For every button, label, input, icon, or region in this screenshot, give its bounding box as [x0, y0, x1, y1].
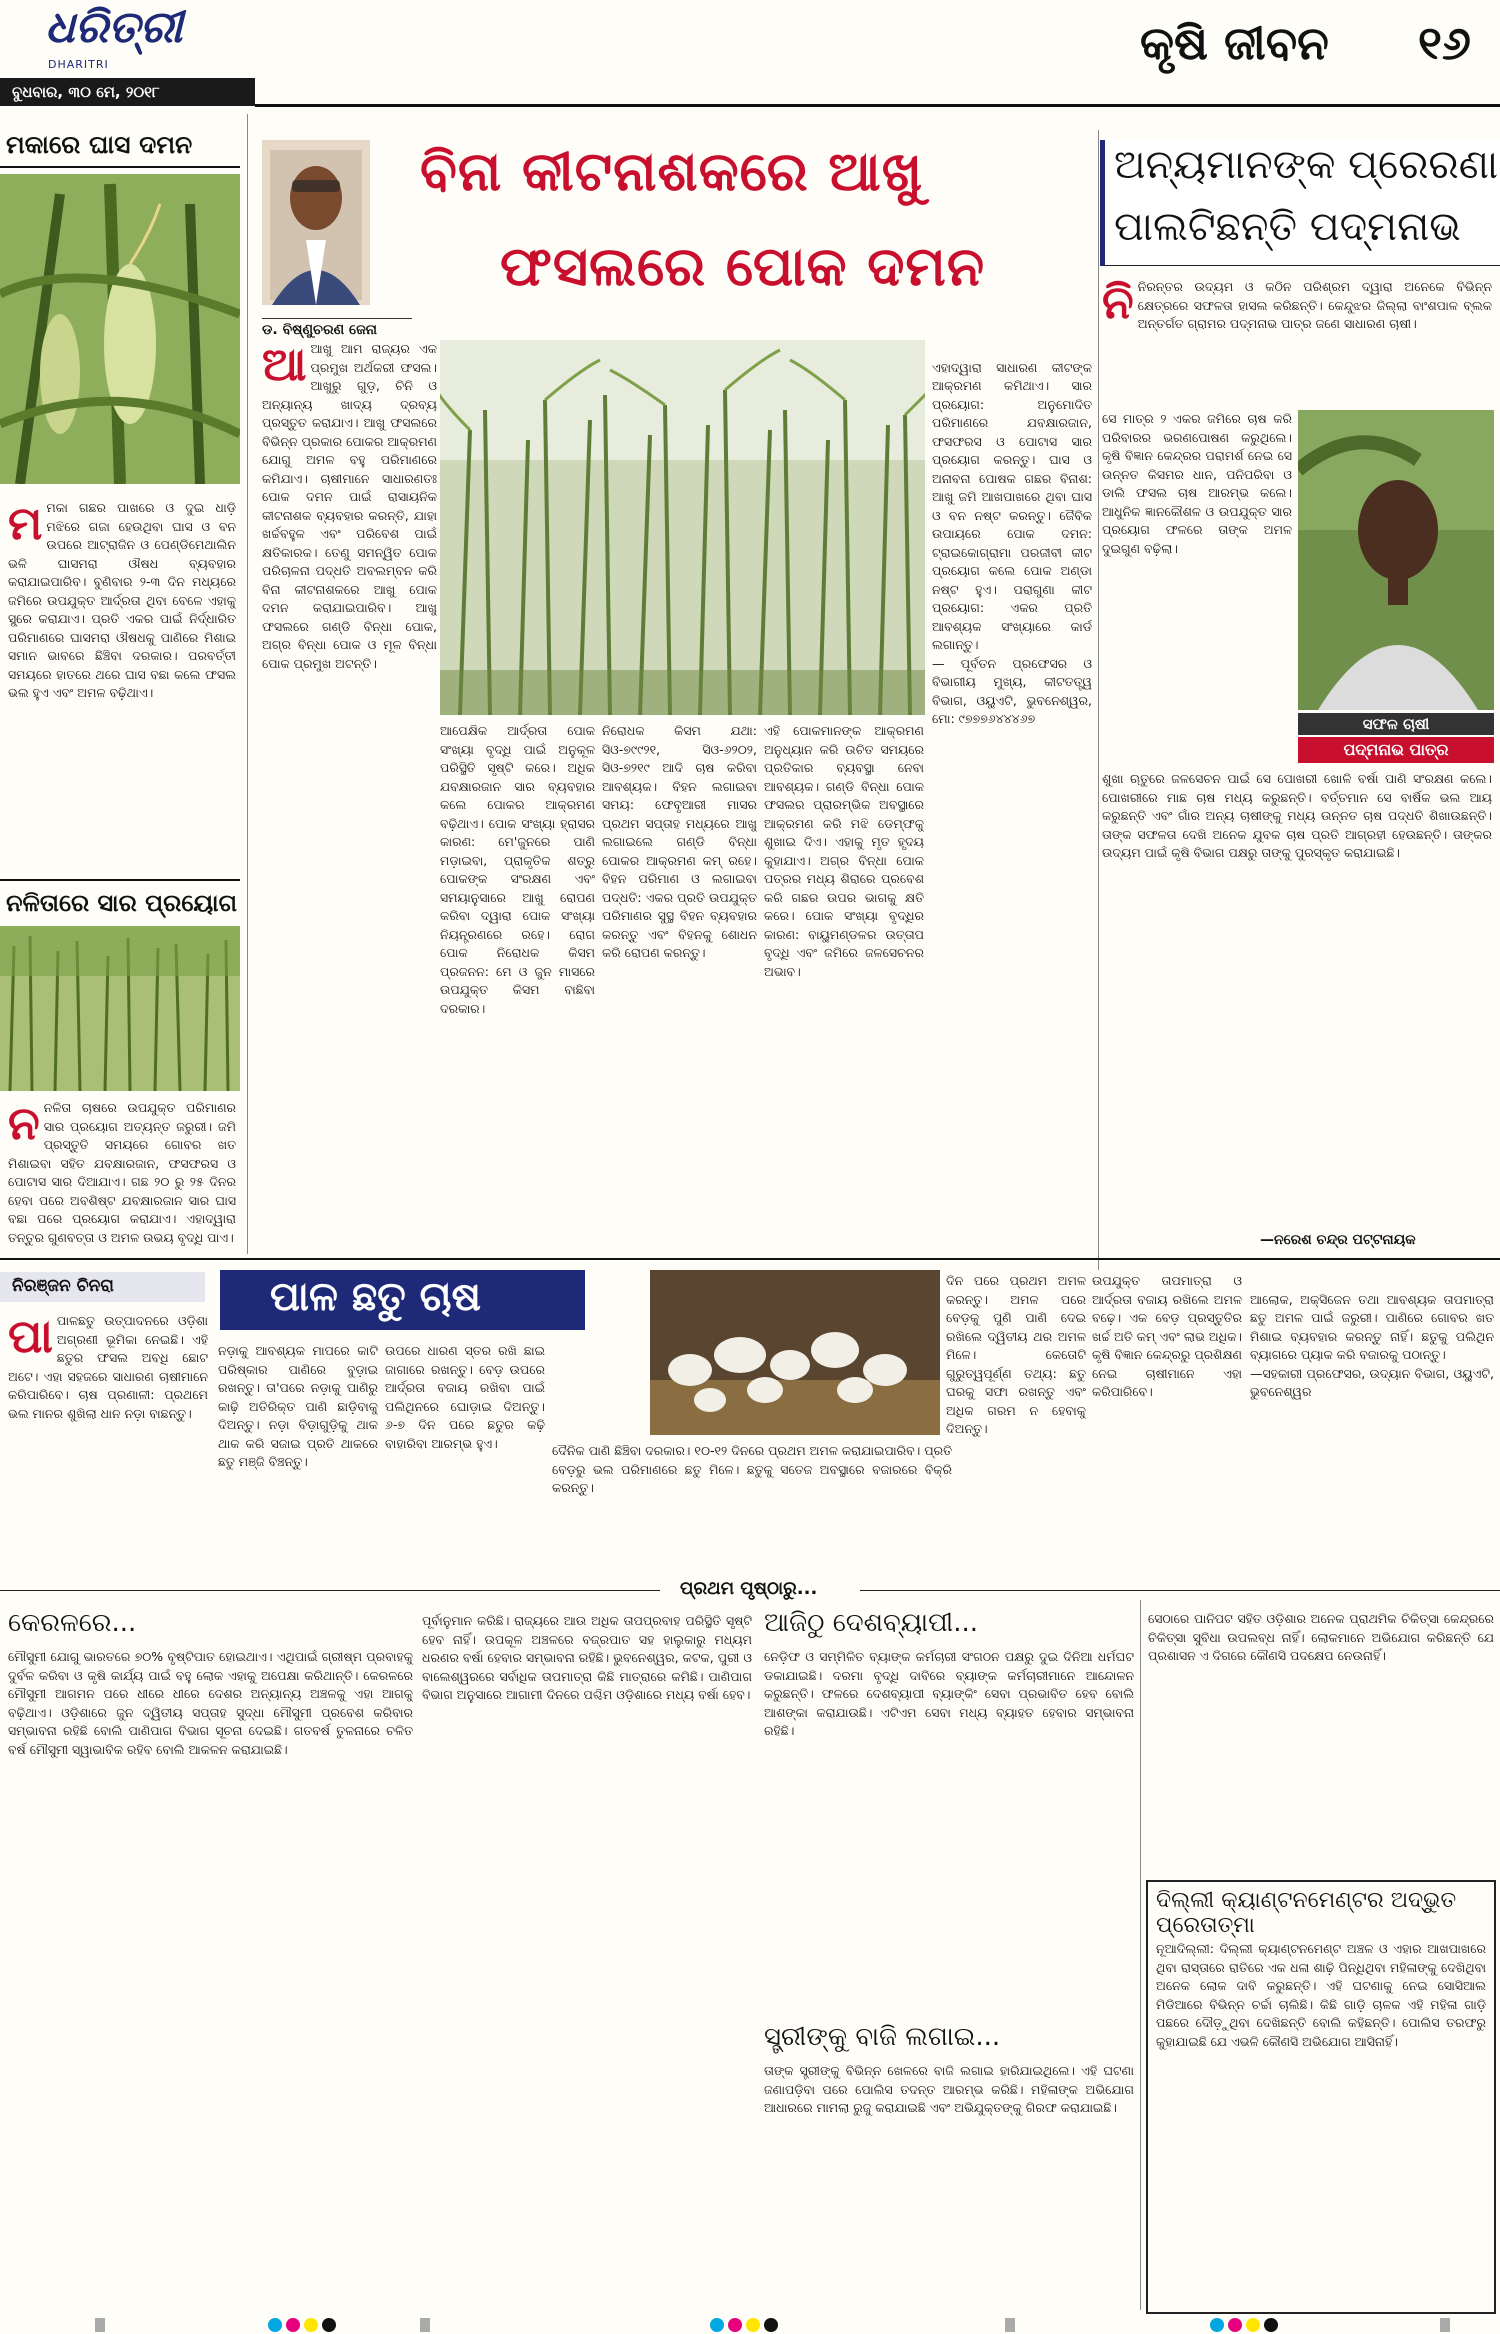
newspaper-logo: ଧରିତ୍ରୀ [45, 2, 183, 53]
mushroom-col-5: ଦିନ ପରେ ପ୍ରଥମ ଅମଳ କରନ୍ତୁ। ଅମଳ ପରେ ବେଡ଼କୁ ପୁଣି ପାଣି ଦେଇ ରଖିଲେ ଦ୍ୱିତୀୟ ଥର ଅମଳ ମିଳେ। କେତୋଟି ଗୁରୁତ୍ୱପୂର୍ଣ୍ଣ ତଥ୍ୟ: ଛତୁ ଘରକୁ ସଫା ରଖନ୍ତୁ ଏବଂ ଅଧିକ ଗରମ ନ ହେବାକୁ ଦିଅନ୍ତୁ। [946, 1273, 1086, 1436]
continued-label: ପ୍ରଥମ ପୃଷ୍ଠାରୁ... [680, 1578, 818, 1599]
wife-bet-title: ସ୍ତ୍ରୀଙ୍କୁ ବାଜି ଲଗାଇ... [764, 2022, 1001, 2052]
black-dot-3 [1264, 2318, 1278, 2332]
magenta-dot [286, 2318, 300, 2332]
grey-swatch-4 [1440, 2318, 1450, 2332]
lead-headline-line2: ଫସଲରେ ପୋକ ଦମନ [500, 235, 986, 298]
lead-headline-line1: ବିନା କୀଟନାଶକରେ ଆଖୁ [420, 140, 924, 203]
newspaper-logo-sub: DHARITRI [48, 58, 109, 71]
maize-plant-graphic [0, 174, 240, 484]
farmer-photo [1298, 410, 1494, 710]
kerala-title: କେରଳରେ... [8, 1608, 137, 1638]
black-dot [322, 2318, 336, 2332]
sugarcane-photo [440, 340, 925, 715]
bottom-right-separator [1140, 1600, 1141, 2310]
lead-right-separator [1098, 130, 1099, 1270]
lead-col-5: ଏହାଦ୍ୱାରା ସାଧାରଣ କୀଟଙ୍କ ଆକ୍ରମଣ କମିଥାଏ। ସାର ପ୍ରୟୋଗ: ଅନୁମୋଦିତ ପରିମାଣରେ ଯବକ୍ଷାରଜାନ, ଫସଫରସ ଓ ପୋଟାସ ସାର ପ୍ରୟୋଗ କରନ୍ତୁ। ଘାସ ଓ ଅନାବନା ପୋଷକ ଗଛର ବିନାଶ: ଆଖୁ ଜମି ଆଖପାଖରେ ଥିବା ଘାସ ଓ ବନ ନଷ୍ଟ କରନ୍ତୁ। ଜୈବିକ ଉପାୟରେ ପୋକ ଦମନ: ଟ୍ରାଇକୋଗ୍ରାମା ପରଜୀବୀ କୀଟ ପ୍ରୟୋଗ କଲେ ପୋକ ଅଣ୍ଡା ନଷ୍ଟ ହୁଏ। ପରାଗୁଣା କୀଟ ପ୍ରୟୋଗ: ଏକର ପ୍ରତି ଆବଶ୍ୟକ ସଂଖ୍ୟାରେ କାର୍ଡ ଲଗାନ୍ତୁ। — ପୂର୍ବତନ ପ୍ରଫେସର ଓ ବିଭାଗୀୟ ମୁଖ୍ୟ, କୀଟତତ୍ତ୍ୱ ବିଭାଗ, ଓୟୁଏଟି, ଭୁବନେଶ୍ୱର, ମୋ: ୯୭୭୭୬୪୪୪୬୭ [932, 359, 1092, 726]
print-registration-strip [0, 2318, 1500, 2334]
inspire-col-b: ଶୁଖା ଋତୁରେ ଜଳସେଚନ ପାଇଁ ସେ ପୋଖରୀ ଖୋଳି ବର୍ଷା ପାଣି ସଂରକ୍ଷଣ କଲେ। ପୋଖରୀରେ ମାଛ ଚାଷ ମଧ୍ୟ କରୁଛନ୍ତି। ବର୍ତ୍ତମାନ ସେ ବାର୍ଷିକ ଭଲ ଆୟ କରୁଛନ୍ତି ଏବଂ ଗାଁର ଅନ୍ୟ ଚାଷୀଙ୍କୁ ମଧ୍ୟ ଉନ୍ନତ ଚାଷ ପଦ୍ଧତି ଶିଖାଉଛନ୍ତି। ତାଙ୍କ ସଫଳତା ଦେଖି ଅନେକ ଯୁବକ ଚାଷ ପ୍ରତି ଆଗ୍ରହୀ ହେଉଛନ୍ତି। ତାଙ୍କର ଉଦ୍ୟମ ପାଇଁ କୃଷି ବିଭାଗ ପକ୍ଷରୁ ତାଙ୍କୁ ପୁରସ୍କୃତ କରାଯାଇଛି। [1102, 771, 1492, 860]
maize-weed-text: ମମକା ଗଛର ପାଖରେ ଓ ଦୁଇ ଧାଡ଼ି ମଝିରେ ଗଜା ହେଉଥିବା ଘାସ ଓ ବନ ଉପରେ ଆଟ୍ରାଜିନ ଓ ପେଣ୍ଡିମେଥାଲିନ ଭଳି ଘାସମରା ଔଷଧ ବ୍ୟବହାର କରାଯାଇପାରିବ। ବୁଣିବାର ୨-୩ ଦିନ ମଧ୍ୟରେ ଜମିରେ ଉପଯୁକ୍ତ ଆର୍ଦ୍ରତା ଥିବା ବେଳେ ଏହାକୁ ସ୍ପ୍ରେ କରାଯାଏ। ପ୍ରତି ଏକର ପାଇଁ ନିର୍ଦ୍ଧାରିତ ପରିମାଣରେ ଘାସମରା ଔଷଧକୁ ପାଣିରେ ମିଶାଇ ସମାନ ଭାବରେ ଛିଞ୍ଚିବା ଦରକାର। ପରବର୍ତ୍ତୀ ସମୟରେ ହାତରେ ଥରେ ଘାସ ବଛା କଲେ ଫସଲ ଭଲ ହୁଏ ଏବଂ ଅମଳ ବଢ଼ିଥାଏ। [8, 499, 236, 700]
lead-col-3: ଆପେକ୍ଷିକ ଆର୍ଦ୍ରତା ପୋକ ସଂଖ୍ୟା ବୃଦ୍ଧି ପାଇଁ ଅନୁକୂଳ ପରିସ୍ଥିତି ସୃଷ୍ଟି କରେ। ଅଧିକ ଯବକ୍ଷାରଜାନ ସାର ବ୍ୟବହାର କଲେ ପୋକର ଆକ୍ରମଣ ବଢ଼ିଥାଏ। ପୋକ ସଂଖ୍ୟା ହ୍ରାସର କାରଣ: ମେ'ଜୁନରେ ପାଣି ମଡ଼ାଇବା, ପ୍ରାକୃତିକ ଶତ୍ରୁ ପୋକଙ୍କ ସଂରକ୍ଷଣ ଏବଂ ସମୟାନୁସାରେ ଆଖୁ ରୋପଣ କରିବା ଦ୍ୱାରା ପୋକ ସଂଖ୍ୟା ନିୟନ୍ତ୍ରଣରେ ରହେ। ରୋଗ ପୋକ ନିରୋଧକ କିସମ ପ୍ରଜନନ: ମେ ଓ ଜୁନ ମାସରେ ଉପଯୁକ୍ତ କିସମ ବାଛିବା ଦରକାର। [440, 723, 595, 1016]
author-portrait [262, 140, 370, 305]
lead-col-2b: ଏହି ପୋକମାନଙ୍କ ଆକ୍ରମଣ ଅନୁଧ୍ୟାନ କରି ଉଚିତ ସମୟରେ ପ୍ରତିକାର ବ୍ୟବସ୍ଥା ନେବା ଆବଶ୍ୟକ। ଗଣ୍ଡି ବିନ୍ଧା ପୋକ ଫସଲର ପ୍ରାରମ୍ଭିକ ଅବସ୍ଥାରେ ଆକ୍ରମଣ କରି ମଝି ଡେମ୍ଫକୁ ଶୁଖାଇ ଦିଏ। ଏହାକୁ ମୃତ ହୃଦୟ କୁହାଯାଏ। ଅଗ୍ର ବିନ୍ଧା ପୋକ ପତ୍ରର ମଧ୍ୟ ଶିରାରେ ପ୍ରବେଶ କରି ଗଛର ଉପର ଭାଗକୁ କ୍ଷତି କରେ। ପୋକ ସଂଖ୍ୟା ବୃଦ୍ଧିର କାରଣ: ବାୟୁମଣ୍ଡଳର ଉତ୍ତାପ ବୃଦ୍ଧି ଏବଂ ଜମିରେ ଜଳସେଚନର ଅଭାବ। [764, 723, 924, 979]
mushroom-col-2: ନଡ଼ାକୁ ଆବଶ୍ୟକ ମାପରେ କାଟି ପରିଷ୍କାର ପାଣିରେ ବୁଡ଼ାଇ ରଖନ୍ତୁ। ତା'ପରେ ନଡ଼ାକୁ ପାଣିରୁ କାଢ଼ି ଅତିରିକ୍ତ ପାଣି ଛାଡ଼ିବାକୁ ଦିଅନ୍ତୁ। ନଡ଼ା ବିଡ଼ାଗୁଡ଼ିକୁ ଥାକ ଥାକ କରି ସଜାଇ ପ୍ରତି ଥାକରେ ଛତୁ ମଞ୍ଜି ବିଞ୍ଚନ୍ତୁ। [218, 1343, 378, 1469]
sugarcane-field-graphic [440, 340, 925, 715]
mushroom-col-3: ଉପରେ ଧାରଣ ସ୍ତର ରଖି ଛାଇ ଜାଗାରେ ରଖନ୍ତୁ। ବେଡ଼ ଉପରେ ଆର୍ଦ୍ରତା ବଜାୟ ରଖିବା ପାଇଁ ପଲିଥିନରେ ଘୋଡ଼ାଇ ଦିଅନ୍ତୁ। ୬-୭ ଦିନ ପରେ ଛତୁର କଢ଼ି ବାହାରିବା ଆରମ୍ଭ ହୁଏ। [385, 1343, 545, 1451]
magenta-dot-3 [1228, 2318, 1242, 2332]
yellow-dot [304, 2318, 318, 2332]
mushroom-col-1: ପାପାଳଛତୁ ଉତ୍ପାଦନରେ ଓଡ଼ିଶା ଅଗ୍ରଣୀ ଭୂମିକା ନେଇଛି। ଏହି ଛତୁର ଫସଲ ଅବଧି ଛୋଟ ଅଟେ। ଏହା ସହଜରେ ସାଧାରଣ ଚାଷୀମାନେ କରିପାରିବେ। ଚାଷ ପ୍ରଣାଳୀ: ପ୍ରଥମେ ଭଲ ମାନର ଶୁଖିଲା ଧାନ ନଡ଼ା ବାଛନ୍ତୁ। [8, 1312, 208, 1421]
grey-swatch-2 [420, 2318, 430, 2332]
bank-strike-title: ଆଜିଠୁ ଦେଶବ୍ୟାପୀ... [764, 1608, 979, 1638]
inspire-headline-line1: ଅନ୍ୟମାନଙ୍କ ପ୍ରେରଣା [1114, 142, 1499, 188]
cyan-dot-3 [1210, 2318, 1224, 2332]
inspire-byline: —ନରେଶ ଚନ୍ଦ୍ର ପଟ୍ଟନାୟକ [1260, 1232, 1416, 1248]
cyan-dot [268, 2318, 282, 2332]
masthead-rule [255, 104, 1500, 107]
masthead [0, 0, 1500, 108]
mushroom-title: ପାଳ ଛତୁ ଚାଷ [270, 1274, 482, 1320]
farmer-caption-name: ପଦ୍ମନାଭ ପାତ୍ର [1298, 737, 1494, 763]
magenta-dot-2 [728, 2318, 742, 2332]
right-continued-text: ସେଠାରେ ପାନିପଟ ସହିତ ଓଡ଼ିଶାର ଅନେକ ପ୍ରାଥମିକ ଚିକିତ୍ସା କେନ୍ଦ୍ରରେ ଚିକିତ୍ସା ସୁବିଧା ଉପଲବ୍ଧ ନାହିଁ। ଲୋକମାନେ ଅଭିଯୋଗ କରିଛନ୍ତି ଯେ ପ୍ରଶାସନ ଏ ଦିଗରେ କୌଣସି ପଦକ୍ଷେପ ନେଉନାହିଁ। [1148, 1611, 1494, 1663]
maize-photo [0, 174, 240, 484]
jute-fertilizer-title: ନଳିତାରେ ସାର ପ୍ରୟୋଗ [6, 889, 238, 917]
section-title: କୃଷି ଜୀବନ [1140, 16, 1329, 70]
delhi-ghost-title: ଦିଲ୍ଲୀ କ୍ୟାଣ୍ଟନମେଣ୍ଟର ଅଦ୍ଭୁତ ପ୍ରେତାତ୍ମା [1156, 1888, 1457, 1938]
inspire-intro: ନିନିରନ୍ତର ଉଦ୍ୟମ ଓ କଠିନ ପରିଶ୍ରମ ଦ୍ୱାରା ଅନେକେ ବିଭିନ୍ନ କ୍ଷେତ୍ରରେ ସଫଳତା ହାସଲ କରିଛନ୍ତି। କେନ୍ଦୁଝର ଜିଲ୍ଲା ବାଂଶପାଳ ବ୍ଲକ ଅନ୍ତର୍ଗତ ଗ୍ରାମର ପଦ୍ମନାଭ ପାତ୍ର ଜଣେ ସାଧାରଣ ଚାଷୀ। [1102, 278, 1492, 331]
left-divider [0, 879, 240, 881]
cyan-dot-2 [710, 2318, 724, 2332]
jute-fertilizer-text: ନନଳିତା ଚାଷରେ ଉପଯୁକ୍ତ ପରିମାଣର ସାର ପ୍ରୟୋଗ ଅତ୍ୟନ୍ତ ଜରୁରୀ। ଜମି ପ୍ରସ୍ତୁତି ସମୟରେ ଗୋବର ଖତ ମିଶାଇବା ସହିତ ଯବକ୍ଷାରଜାନ, ଫସଫରସ ଓ ପୋଟାସ ସାର ଦିଆଯାଏ। ଗଛ ୨୦ ରୁ ୨୫ ଦିନର ହେବା ପରେ ଅବଶିଷ୍ଟ ଯବକ୍ଷାରଜାନ ସାର ଘାସ ବଛା ପରେ ପ୍ରୟୋଗ କରାଯାଏ। ଏହାଦ୍ୱାରା ତନ୍ତୁର ଗୁଣବତ୍ତା ଓ ଅମଳ ଉଭୟ ବୃଦ୍ଧି ପାଏ। [8, 1099, 236, 1245]
author-caption: ଡ. ବିଷ୍ଣୁଚରଣ ଜେନା [262, 318, 412, 338]
black-dot-2 [764, 2318, 778, 2332]
mushroom-col-4: ଦୈନିକ ପାଣି ଛିଞ୍ଚିବା ଦରକାର। ୧୦-୧୨ ଦିନରେ ପ୍ରଥମ ଅମଳ କରାଯାଇପାରିବ। ପ୍ରତି ବେଡ଼ରୁ ଭଲ ପରିମାଣରେ ଛତୁ ମିଳେ। ଛତୁକୁ ସତେଜ ଅବସ୍ଥାରେ ବଜାରରେ ବିକ୍ରି କରନ୍ତୁ। [552, 1443, 952, 1495]
wife-bet-text: ତାଙ୍କ ସ୍ତ୍ରୀଙ୍କୁ ବିଭିନ୍ନ ଖେଳରେ ବାଜି ଲଗାଇ ହାରିଯାଇଥିଲେ। ଏହି ଘଟଣା ଜଣାପଡ଼ିବା ପରେ ପୋଲିସ ତଦନ୍ତ ଆରମ୍ଭ କରିଛି। ମହିଳାଙ୍କ ଅଭିଯୋଗ ଆଧାରରେ ମାମଲା ରୁଜୁ କରାଯାଇଛି ଏବଂ ଅଭିଯୁକ୍ତଙ୍କୁ ଗିରଫ କରାଯାଇଛି। [764, 2063, 1134, 2115]
author-portrait-graphic [262, 140, 370, 305]
page-number: ୧୬ [1418, 16, 1471, 70]
farmer-caption-top: ସଫଳ ଚାଷୀ [1298, 713, 1494, 735]
inspire-headline-line2: ପାଲଟିଛନ୍ତି ପଦ୍ମନାଭ [1114, 204, 1461, 250]
left-col-separator [247, 114, 248, 1254]
kerala-col-1: ମୌସୁମୀ ଯୋଗୁ ଭାରତରେ ୭୦% ବୃଷ୍ଟିପାତ ହୋଇଥାଏ। ଏଥିପାଇଁ ଗ୍ରୀଷ୍ମ ପ୍ରବାହକୁ ଦୁର୍ବଳ କରିବା ଓ କୃଷି କାର୍ଯ୍ୟ ପାଇଁ ବହୁ ଲୋକ ଏହାକୁ ଅପେକ୍ଷା କରିଥାନ୍ତି। କେରଳରେ ମୌସୁମୀ ଆଗମନ ପରେ ଧୀରେ ଧୀରେ ଦେଶର ଅନ୍ୟାନ୍ୟ ଅଞ୍ଚଳକୁ ଏହା ଆଗକୁ ବଢ଼ିଥାଏ। ଓଡ଼ିଶାରେ ଜୁନ ଦ୍ୱିତୀୟ ସପ୍ତାହ ସୁଦ୍ଧା ମୌସୁମୀ ପ୍ରବେଶ କରିବାର ସମ୍ଭାବନା ରହିଛି ବୋଲି ପାଣିପାଗ ବିଭାଗ ସୂଚନା ଦେଇଛି। ଗତବର୍ଷ ତୁଳନାରେ ଚଳିତ ବର୍ଷ ମୌସୁମୀ ସ୍ୱାଭାବିକ ରହିବ ବୋଲି ଆକଳନ କରାଯାଇଛି। [8, 1649, 413, 1757]
jute-photo [0, 926, 240, 1091]
jute-field-graphic [0, 926, 240, 1091]
mushroom-col-6: ଉପଯୁକ୍ତ ତାପମାତ୍ରା ଓ ଆର୍ଦ୍ରତା ବଜାୟ ରଖିଲେ ଅମଳ ବଢ଼େ। ଏକ ବେଡ଼ ପ୍ରସ୍ତୁତିର ଖର୍ଚ୍ଚ ଅତି କମ୍ ଏବଂ ଲାଭ ଅଧିକ। କୃଷି ବିଜ୍ଞାନ କେନ୍ଦ୍ରରୁ ପ୍ରଶିକ୍ଷଣ ନେଇ ଚାଷୀମାନେ ଏହା କରିପାରିବେ। [1092, 1273, 1242, 1399]
mushroom-photo [650, 1270, 940, 1435]
issue-date: ବୁଧବାର, ୩୦ ମେ, ୨୦୧୮ [12, 83, 160, 101]
farmer-portrait-graphic [1298, 410, 1494, 710]
maize-weed-title: ମକାରେ ଘାସ ଦମନ [6, 130, 193, 159]
top-section-rule [0, 1258, 1500, 1260]
mushroom-byline: ନିରଞ୍ଜନ ଚିନରା [12, 1276, 114, 1296]
delhi-ghost-text: ନୂଆଦିଲ୍ଲୀ: ଦିଲ୍ଲୀ କ୍ୟାଣ୍ଟନମେଣ୍ଟ ଅଞ୍ଚଳ ଓ ଏହାର ଆଖପାଖରେ ଥିବା ରାସ୍ତାରେ ରାତିରେ ଏକ ଧଳା ଶାଢ଼ି ପିନ୍ଧିଥିବା ମହିଳାଙ୍କୁ ଦେଖିଥିବା ଅନେକ ଲୋକ ଦାବି କରୁଛନ୍ତି। ଏହି ଘଟଣାକୁ ନେଇ ସୋସିଆଲ ମିଡିଆରେ ବିଭିନ୍ନ ଚର୍ଚ୍ଚା ଚାଲିଛି। କିଛି ଗାଡ଼ି ଚାଳକ ଏହି ମହିଳା ଗାଡ଼ି ପଛରେ ଦୌଡ଼ୁଥିବା ଦେଖିଛନ୍ତି ବୋଲି କହିଛନ୍ତି। ପୋଲିସ ତରଫରୁ କୁହାଯାଇଛି ଯେ ଏଭଳି କୌଣସି ଅଭିଯୋଗ ଆସିନାହିଁ। [1156, 1941, 1486, 2049]
kerala-col-2: ପୂର୍ବାନୁମାନ କରିଛି। ରାଜ୍ୟରେ ଆଉ ଅଧିକ ତାପପ୍ରବାହ ପରିସ୍ଥିତି ସୃଷ୍ଟି ହେବ ନାହିଁ। ଉପକୂଳ ଅଞ୍ଚଳରେ ବଜ୍ରପାତ ସହ ହାଲୁକାରୁ ମଧ୍ୟମ ଧରଣର ବର୍ଷା ହେବାର ସମ୍ଭାବନା ରହିଛି। ଭୁବନେଶ୍ୱର, କଟକ, ପୁରୀ ଓ ବାଲେଶ୍ୱରରେ ସର୍ବାଧିକ ତାପମାତ୍ରା କିଛି ମାତ୍ରାରେ କମିଛି। ପାଣିପାଗ ବିଭାଗ ଅନୁସାରେ ଆଗାମୀ ଦିନରେ ପଶ୍ଚିମ ଓଡ଼ିଶାରେ ମଧ୍ୟ ବର୍ଷା ହେବ। [422, 1613, 752, 1702]
yellow-dot-2 [746, 2318, 760, 2332]
yellow-dot-3 [1246, 2318, 1260, 2332]
inspire-col-a: ସେ ମାତ୍ର ୨ ଏକର ଜମିରେ ଚାଷ କରି ପରିବାରର ଭରଣପୋଷଣ କରୁଥିଲେ। କୃଷି ବିଜ୍ଞାନ କେନ୍ଦ୍ରର ପରାମର୍ଶ ନେଇ ସେ ଉନ୍ନତ କିସମର ଧାନ, ପନିପରିବା ଓ ଡାଲି ଫସଲ ଚାଷ ଆରମ୍ଭ କଲେ। ଆଧୁନିକ ଜ୍ଞାନକୌଶଳ ଓ ଉପଯୁକ୍ତ ସାର ପ୍ରୟୋଗ ଫଳରେ ତାଙ୍କ ଅମଳ ଦୁଇଗୁଣ ବଢ଼ିଲା। [1102, 411, 1292, 556]
bank-strike-text: ନେଡ଼ିଫ ଓ ସମ୍ମିଳିତ ବ୍ୟାଙ୍କ କର୍ମଚାରୀ ସଂଗଠନ ପକ୍ଷରୁ ଦୁଇ ଦିନିଆ ଧର୍ମଘଟ ଡକାଯାଇଛି। ଦରମା ବୃଦ୍ଧି ଦାବିରେ ବ୍ୟାଙ୍କ କର୍ମଚାରୀମାନେ ଆନ୍ଦୋଳନ କରୁଛନ୍ତି। ଫଳରେ ଦେଶବ୍ୟାପୀ ବ୍ୟାଙ୍କିଂ ସେବା ପ୍ରଭାବିତ ହେବ ବୋଲି ଆଶଙ୍କା କରାଯାଉଛି। ଏଟିଏମ ସେବା ମଧ୍ୟ ବ୍ୟାହତ ହେବାର ସମ୍ଭାବନା ରହିଛି। [764, 1649, 1134, 1738]
mushroom-graphic [650, 1270, 940, 1435]
continued-rule-left [0, 1590, 660, 1591]
continued-rule-right [860, 1590, 1500, 1591]
maize-weed-box [0, 114, 245, 1245]
grey-swatch [95, 2318, 105, 2332]
mushroom-col-7: ଆଲୋକ, ଅକ୍ସିଜେନ ତଥା ଆବଶ୍ୟକ ତାପମାତ୍ରା ଛତୁ ଅମଳ ପାଇଁ ଜରୁରୀ। ପାଣିରେ ଗୋବର ଖତ ମିଶାଇ ବ୍ୟବହାର କରନ୍ତୁ ନାହିଁ। ଛତୁକୁ ପଲିଥିନ ବ୍ୟାଗରେ ପ୍ୟାକ କରି ବଜାରକୁ ପଠାନ୍ତୁ। —ସହକାରୀ ପ୍ରଫେସର, ଉଦ୍ୟାନ ବିଭାଗ, ଓୟୁଏଟି, ଭୁବନେଶ୍ୱର [1250, 1291, 1494, 1399]
lead-col-1: ଆଆଖୁ ଆମ ରାଜ୍ୟର ଏକ ପ୍ରମୁଖ ଅର୍ଥକରୀ ଫସଲ। ଆଖୁରୁ ଗୁଡ଼, ଚିନି ଓ ଅନ୍ୟାନ୍ୟ ଖାଦ୍ୟ ଦ୍ରବ୍ୟ ପ୍ରସ୍ତୁତ କରାଯାଏ। ଆଖୁ ଫସଲରେ ବିଭିନ୍ନ ପ୍ରକାର ପୋକର ଆକ୍ରମଣ ଯୋଗୁ ଅମଳ ବହୁ ପରିମାଣରେ କମିଯାଏ। ଚାଷୀମାନେ ସାଧାରଣତଃ ପୋକ ଦମନ ପାଇଁ ରାସାୟନିକ କୀଟନାଶକ ବ୍ୟବହାର କରନ୍ତି, ଯାହା ଖର୍ଚ୍ଚବହୁଳ ଏବଂ ପରିବେଶ ପାଇଁ କ୍ଷତିକାରକ। ତେଣୁ ସମନ୍ୱିତ ପୋକ ପରିଚାଳନା ପଦ୍ଧତି ଅବଲମ୍ବନ କରି ବିନା କୀଟନାଶକରେ ଆଖୁ ପୋକ ଦମନ କରାଯାଇପାରିବ। ଆଖୁ ଫସଲରେ ଗଣ୍ଡି ବିନ୍ଧା ପୋକ, ଅଗ୍ର ବିନ୍ଧା ପୋକ ଓ ମୂଳ ବିନ୍ଧା ପୋକ ପ୍ରମୁଖ ଅଟନ୍ତି। [262, 340, 437, 671]
lead-col-4: ନିରୋଧକ କିସମ ଯଥା: ସିଓ-୭୯୯୨୧, ସିଓ-୬୨୦୨, ସିଓ-୭୨୧୯ ଆଦି ଚାଷ କରିବା ଆବଶ୍ୟକ। ବିହନ ଲଗାଇବା ସମୟ: ଫେବୃଆରୀ ମାସର ପ୍ରଥମ ସପ୍ତାହ ମଧ୍ୟରେ ଆଖୁ ଲଗାଇଲେ ଗଣ୍ଡି ବିନ୍ଧା ପୋକର ଆକ୍ରମଣ କମ୍ ରହେ। ବିହନ ପରିମାଣ ଓ ଲଗାଇବା ପଦ୍ଧତି: ଏକର ପ୍ରତି ଉପଯୁକ୍ତ ପରିମାଣର ସୁସ୍ଥ ବିହନ ବ୍ୟବହାର କରନ୍ତୁ ଏବଂ ବିହନକୁ ଶୋଧନ କରି ରୋପଣ କରନ୍ତୁ। [602, 723, 757, 960]
grey-swatch-3 [1005, 2318, 1015, 2332]
maize-title-rule [0, 166, 240, 168]
